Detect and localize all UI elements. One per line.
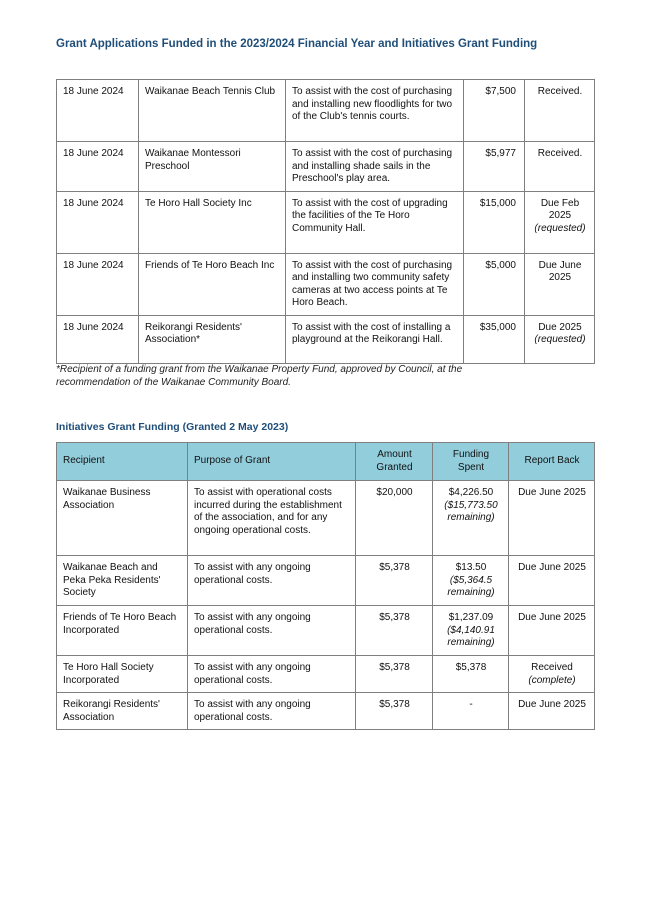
- header-funding: Funding Spent: [433, 443, 509, 481]
- funding-cell: [433, 606, 509, 656]
- recipient-cell: Waikanae Business Association: [57, 481, 188, 556]
- table-header-row: [57, 443, 595, 481]
- table-row: [57, 693, 595, 730]
- recipient-cell: Te Horo Hall Society Incorporated: [57, 656, 188, 693]
- recipient-cell: Reikorangi Residents' Association*: [139, 315, 286, 363]
- table-row: [57, 481, 595, 556]
- table-row: [57, 556, 595, 606]
- funding-cell: [433, 481, 509, 556]
- recipient-cell: Waikanae Montessori Preschool: [139, 142, 286, 192]
- header-report: Report Back: [509, 443, 595, 481]
- amount-cell: $7,500: [464, 80, 525, 142]
- amount-cell: $15,000: [464, 191, 525, 253]
- report-status: Received: [531, 662, 573, 673]
- table-row: [57, 315, 595, 363]
- report-cell: [525, 315, 595, 363]
- amount-cell: $35,000: [464, 315, 525, 363]
- section2-heading: Initiatives Grant Funding (Granted 2 May 2023): [56, 421, 289, 433]
- purpose-cell: To assist with the cost of purchasing and installing two community safety cameras at two access points at Te Horo Beach.: [286, 253, 464, 315]
- table-row: [57, 656, 595, 693]
- date-cell: 18 June 2024: [57, 315, 139, 363]
- report-status: Received.: [537, 86, 583, 97]
- purpose-cell: To assist with any ongoing operational costs.: [188, 606, 356, 656]
- report-note: (requested): [534, 222, 586, 234]
- table-footnote: *Recipient of a funding grant from the Waikanae Property Fund, approved by Council, at the recommendation of the Waikanae Community Board.: [56, 364, 463, 388]
- section1-heading: Grant Applications Funded in the 2023/2024 Financial Year and Initiatives Grant Funding: [56, 38, 538, 50]
- report-cell: Due June 2025: [509, 693, 595, 730]
- amount-cell: $5,378: [356, 556, 433, 606]
- funding-cell: [433, 656, 509, 693]
- funding-spent: -: [469, 699, 473, 710]
- amount-cell: $5,378: [356, 656, 433, 693]
- funding-cell: [433, 556, 509, 606]
- table-row: [57, 606, 595, 656]
- amount-cell: $5,378: [356, 693, 433, 730]
- purpose-cell: To assist with any ongoing operational costs.: [188, 556, 356, 606]
- report-cell: Due June 2025: [509, 481, 595, 556]
- funding-remaining: ($5,364.5 remaining): [447, 574, 495, 598]
- date-cell: 18 June 2024: [57, 80, 139, 142]
- report-note: (requested): [534, 334, 586, 345]
- funding-spent: $1,237.09: [448, 612, 494, 623]
- funding-remaining: ($15,773.50 remaining): [444, 499, 498, 523]
- report-status: Received.: [537, 148, 583, 159]
- amount-cell: $20,000: [356, 481, 433, 556]
- purpose-cell: To assist with the cost of upgrading the facilities of the Te Horo Community Hall.: [286, 191, 464, 253]
- recipient-cell: Te Horo Hall Society Inc: [139, 191, 286, 253]
- recipient-cell: Friends of Te Horo Beach Incorporated: [57, 606, 188, 656]
- report-cell: [525, 191, 595, 253]
- table-row: [57, 142, 595, 192]
- table-row: [57, 80, 595, 142]
- recipient-cell: Waikanae Beach Tennis Club: [139, 80, 286, 142]
- report-status: Due Feb 2025: [540, 197, 580, 221]
- report-cell: [525, 80, 595, 142]
- report-cell: [525, 253, 595, 315]
- amount-cell: $5,000: [464, 253, 525, 315]
- amount-cell: $5,977: [464, 142, 525, 192]
- purpose-cell: To assist with any ongoing operational costs.: [188, 656, 356, 693]
- header-recipient: Recipient: [57, 443, 188, 481]
- initiatives-grant-table: [56, 442, 595, 730]
- purpose-cell: To assist with the cost of installing a playground at the Reikorangi Hall.: [286, 315, 464, 363]
- grants-funded-table: [56, 79, 595, 364]
- funding-cell: [433, 693, 509, 730]
- recipient-cell: Reikorangi Residents' Association: [57, 693, 188, 730]
- funding-spent: $4,226.50: [448, 487, 494, 498]
- report-status: Due 2025: [538, 321, 582, 333]
- report-status: Due June 2025: [538, 259, 582, 283]
- funding-spent: $5,378: [455, 662, 487, 673]
- purpose-cell: To assist with the cost of purchasing and installing shade sails in the Preschool's play area.: [286, 142, 464, 192]
- purpose-cell: To assist with the cost of purchasing and installing new floodlights for two of the Club's tennis courts.: [286, 80, 464, 142]
- funding-spent: $13.50: [455, 562, 487, 573]
- header-amount: Amount Granted: [356, 443, 433, 481]
- report-note: (complete): [528, 674, 576, 686]
- funding-remaining: ($4,140.91 remaining): [447, 624, 495, 648]
- report-cell: Due June 2025: [509, 556, 595, 606]
- report-cell: [525, 142, 595, 192]
- purpose-cell: To assist with operational costs incurred during the establishment of the association, and for any ongoing operational costs.: [188, 481, 356, 556]
- date-cell: 18 June 2024: [57, 253, 139, 315]
- date-cell: 18 June 2024: [57, 191, 139, 253]
- header-purpose: Purpose of Grant: [188, 443, 356, 481]
- report-cell: [509, 656, 595, 693]
- purpose-cell: To assist with any ongoing operational costs.: [188, 693, 356, 730]
- table-row: [57, 253, 595, 315]
- report-cell: Due June 2025: [509, 606, 595, 656]
- amount-cell: $5,378: [356, 606, 433, 656]
- table-row: [57, 191, 595, 253]
- recipient-cell: Friends of Te Horo Beach Inc: [139, 253, 286, 315]
- recipient-cell: Waikanae Beach and Peka Peka Residents' Society: [57, 556, 188, 606]
- date-cell: 18 June 2024: [57, 142, 139, 192]
